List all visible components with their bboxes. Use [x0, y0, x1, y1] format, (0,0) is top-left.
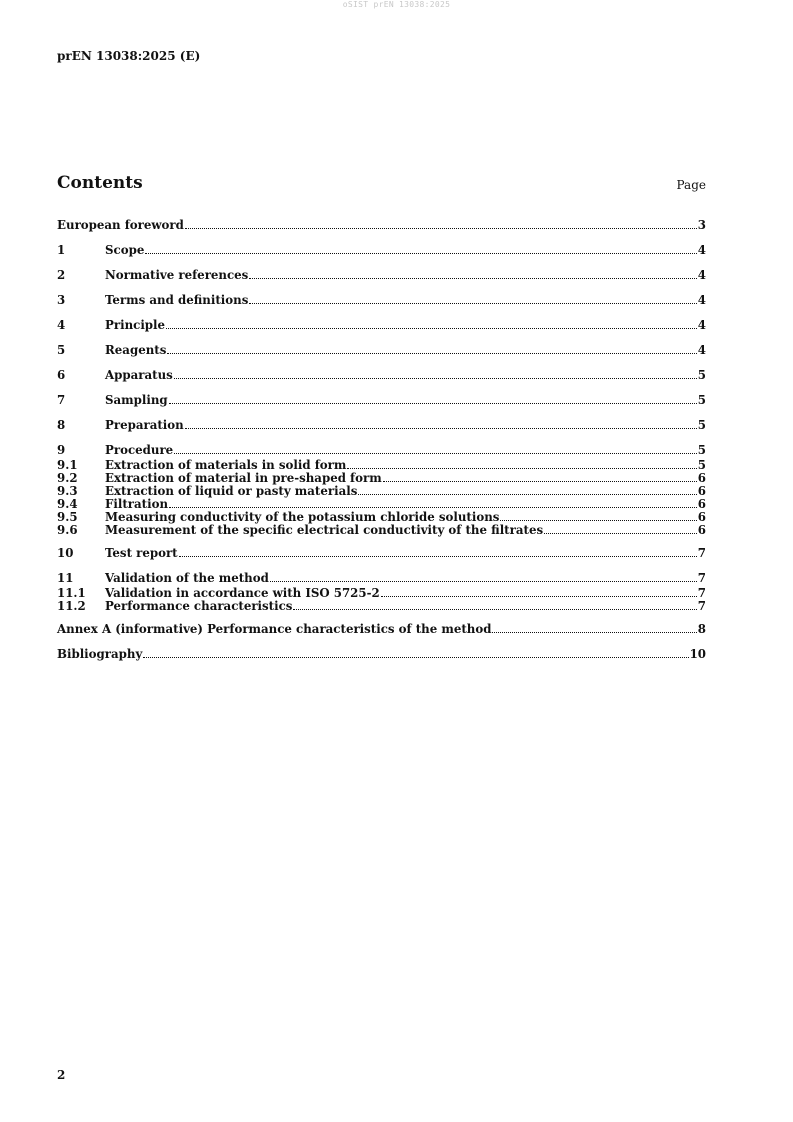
toc-page: 4	[697, 343, 706, 357]
toc-title: Procedure	[105, 443, 174, 457]
toc-leader	[500, 520, 696, 521]
toc-number: 9.6	[57, 523, 78, 537]
toc-entry-normative-references[interactable]	[57, 267, 706, 284]
toc-page: 7	[697, 571, 706, 585]
toc-title: Validation in accordance with ISO 5725-2	[105, 586, 380, 600]
toc-title: Extraction of material in pre-shaped form	[105, 471, 382, 485]
toc-entry-bibliography[interactable]	[57, 646, 706, 663]
toc-leader	[293, 609, 696, 610]
toc-page: 8	[697, 622, 706, 636]
toc-number: 7	[57, 393, 66, 407]
toc-leader	[249, 303, 696, 304]
toc-number: 11.1	[57, 586, 86, 600]
toc-title: Bibliography	[57, 647, 143, 661]
toc-leader	[185, 228, 697, 229]
toc-leader	[179, 556, 697, 557]
toc-leader	[167, 353, 696, 354]
toc-leader	[169, 507, 697, 508]
toc-leader	[347, 468, 696, 469]
toc-leader	[185, 428, 697, 429]
toc-leader	[381, 596, 697, 597]
toc-entry-scope[interactable]	[57, 242, 706, 259]
toc-page: 6	[697, 471, 706, 485]
toc-entry-sampling[interactable]	[57, 392, 706, 409]
toc-page: 4	[697, 293, 706, 307]
toc-leader	[492, 632, 696, 633]
toc-page: 6	[697, 497, 706, 511]
toc-title: Sampling	[105, 393, 168, 407]
toc-title: Extraction of liquid or pasty materials	[105, 484, 358, 498]
toc-title: Apparatus	[105, 368, 173, 382]
toc-page: 6	[697, 484, 706, 498]
toc-page: 5	[697, 458, 706, 472]
toc-leader	[174, 378, 697, 379]
toc-title: Test report	[105, 546, 178, 560]
toc-leader	[383, 481, 697, 482]
toc-page: 10	[689, 647, 706, 661]
toc-page: 5	[697, 368, 706, 382]
page-column-label: Page	[676, 178, 706, 192]
toc-title: Extraction of materials in solid form	[105, 458, 347, 472]
toc-title: Performance characteristics	[105, 599, 293, 613]
toc-leader	[358, 494, 696, 495]
toc-number: 9.2	[57, 471, 78, 485]
toc-page: 7	[697, 599, 706, 613]
toc-number: 9.5	[57, 510, 78, 524]
watermark: oSIST prEN 13038:2025	[342, 0, 451, 9]
toc-number: 4	[57, 318, 66, 332]
toc-entry-11-2[interactable]	[57, 600, 706, 613]
toc-title: Reagents	[105, 343, 167, 357]
toc-page: 3	[697, 218, 706, 232]
toc-number: 2	[57, 268, 66, 282]
toc-title: Scope	[105, 243, 145, 257]
toc-entry-procedure[interactable]	[57, 442, 706, 459]
toc-page: 4	[697, 318, 706, 332]
toc-number: 1	[57, 243, 66, 257]
toc-page: 4	[697, 243, 706, 257]
toc-leader	[145, 253, 696, 254]
toc-entry-apparatus[interactable]	[57, 367, 706, 384]
toc-number: 9.3	[57, 484, 78, 498]
contents-heading: Contents	[57, 173, 143, 193]
toc-title: Preparation	[105, 418, 184, 432]
toc-entry-test-report[interactable]	[57, 545, 706, 562]
toc-entry-principle[interactable]	[57, 317, 706, 334]
document-id: prEN 13038:2025 (E)	[57, 49, 201, 63]
toc-page: 6	[697, 510, 706, 524]
table-of-contents	[57, 217, 706, 663]
toc-page: 7	[697, 546, 706, 560]
toc-number: 11	[57, 571, 74, 585]
toc-entry-terms-and-definitions[interactable]	[57, 292, 706, 309]
toc-number: 9.4	[57, 497, 78, 511]
toc-page: 5	[697, 443, 706, 457]
page-number: 2	[57, 1068, 66, 1082]
toc-number: 3	[57, 293, 66, 307]
toc-leader	[174, 453, 697, 454]
toc-page: 5	[697, 393, 706, 407]
toc-leader	[270, 581, 697, 582]
toc-page: 6	[697, 523, 706, 537]
toc-title: Principle	[105, 318, 166, 332]
toc-title: Measurement of the specific electrical conductivity of the filtrates	[105, 523, 544, 537]
toc-number: 9.1	[57, 458, 78, 472]
toc-title: Annex A (informative) Performance characteristics of the method	[57, 622, 492, 636]
toc-page: 7	[697, 586, 706, 600]
toc-leader	[544, 533, 697, 534]
toc-entry-validation-of-the-method[interactable]	[57, 570, 706, 587]
toc-page: 4	[697, 268, 706, 282]
toc-number: 5	[57, 343, 66, 357]
toc-entry-foreword[interactable]	[57, 217, 706, 234]
toc-number: 11.2	[57, 599, 86, 613]
toc-number: 9	[57, 443, 66, 457]
toc-title: European foreword	[57, 218, 184, 232]
toc-number: 8	[57, 418, 66, 432]
toc-leader	[166, 328, 697, 329]
toc-title: Validation of the method	[105, 571, 269, 585]
toc-leader	[169, 403, 697, 404]
toc-entry-9-6[interactable]	[57, 524, 706, 537]
toc-page: 5	[697, 418, 706, 432]
toc-title: Terms and definitions	[105, 293, 249, 307]
toc-leader	[249, 278, 696, 279]
toc-entry-preparation[interactable]	[57, 417, 706, 434]
toc-leader	[143, 657, 688, 658]
toc-entry-reagents[interactable]	[57, 342, 706, 359]
toc-number: 10	[57, 546, 74, 560]
toc-title: Filtration	[105, 497, 169, 511]
toc-title: Normative references	[105, 268, 249, 282]
toc-title: Measuring conductivity of the potassium chloride solutions	[105, 510, 500, 524]
toc-number: 6	[57, 368, 66, 382]
toc-entry-annex-a[interactable]	[57, 621, 706, 638]
